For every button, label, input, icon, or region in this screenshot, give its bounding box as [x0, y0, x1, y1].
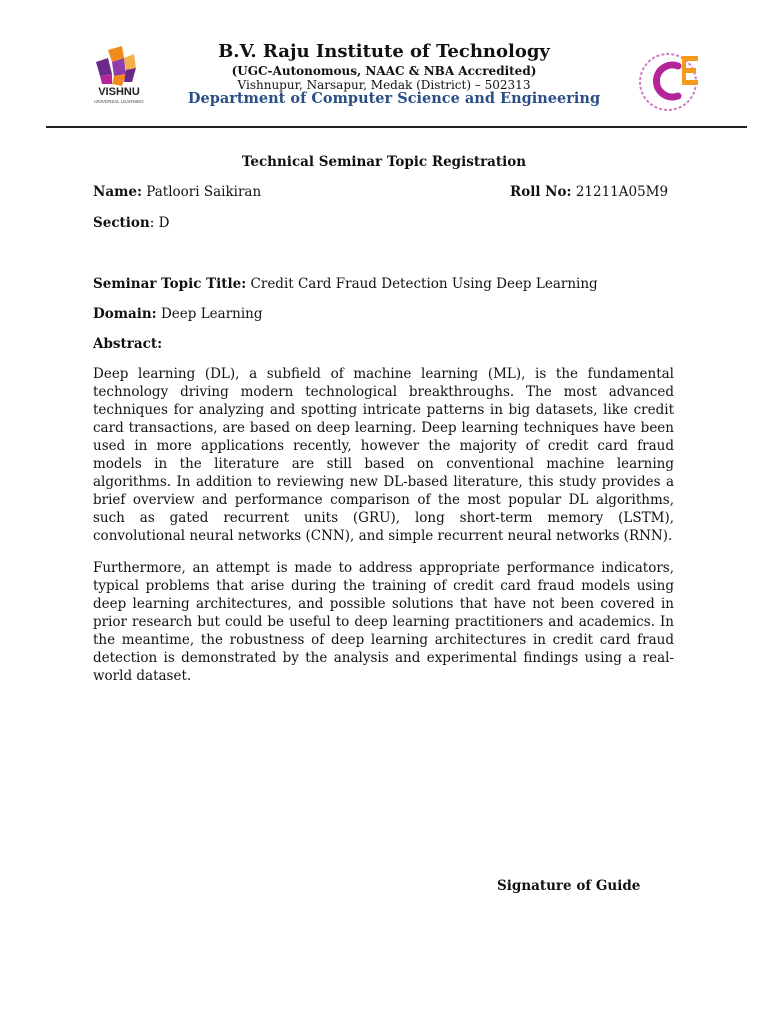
roll-row — [510, 184, 668, 200]
domain-row — [93, 306, 263, 322]
header-divider — [46, 126, 747, 128]
abstract-label: Abstract: — [93, 336, 163, 352]
section-row — [93, 215, 169, 231]
abstract-paragraph-2: Furthermore, an attempt is made to address appropriate performance indicators, typical problems that arise during the training of credit card fraud models using deep learning architectures, and possible solutions that have not been covered in prior research but could be useful to deep learning practitioners and academics. In the meantime, the robustness of deep learning architectures in credit card fraud detection is demonstrated by the analysis and experimental findings using a real-world dataset. — [93, 560, 674, 684]
name-value: Patloori Saikiran — [146, 184, 262, 200]
section-label: Section — [93, 215, 150, 231]
institute-address: Vishnupur, Narsapur, Medak (District) – 502313 — [237, 78, 531, 92]
topic-value: Credit Card Fraud Detection Using Deep Learning — [250, 276, 598, 292]
institute-name: B.V. Raju Institute of Technology — [218, 41, 550, 62]
domain-label: Domain: — [93, 306, 157, 322]
roll-label: Roll No: — [510, 184, 572, 200]
cse-logo-mark-icon — [636, 44, 708, 120]
signature-of-guide: Signature of Guide — [497, 878, 641, 894]
accreditation: (UGC-Autonomous, NAAC & NBA Accredited) — [231, 64, 537, 78]
roll-value: 21211A05M9 — [575, 184, 669, 200]
abstract-paragraph-1: Deep learning (DL), a subfield of machine learning (ML), is the fundamental technology driving modern technological breakthroughs. The most advanced techniques for analyzing and spotting intricate patterns in big datasets, like credit card transactions, are based on deep learning. Deep learning techniques have been used in more applications recently, however the majority of credit card fraud models in the literature are still based on conventional machine learning algorithms. In addition to reviewing new DL-based literature, this study provides a brief overview and performance comparison of the most popular DL algorithms, such as gated recurrent units (GRU), long short-term memory (LSTM), convolutional neural networks (CNN), and simple recurrent neural networks (RNN). — [93, 366, 674, 544]
left-logo-subtext: UNIVERSAL LEARNING — [94, 99, 144, 104]
name-label: Name: — [93, 184, 142, 200]
section-value: : D — [149, 215, 170, 231]
left-logo-text: VISHNU — [98, 86, 140, 98]
domain-value: Deep Learning — [160, 306, 263, 322]
topic-row — [93, 276, 598, 292]
name-row — [93, 184, 261, 200]
topic-label: Seminar Topic Title: — [93, 276, 247, 292]
department-name: Department of Computer Science and Engineering — [187, 90, 601, 107]
document-heading: Technical Seminar Topic Registration — [241, 154, 527, 170]
cse-logo — [636, 44, 708, 120]
